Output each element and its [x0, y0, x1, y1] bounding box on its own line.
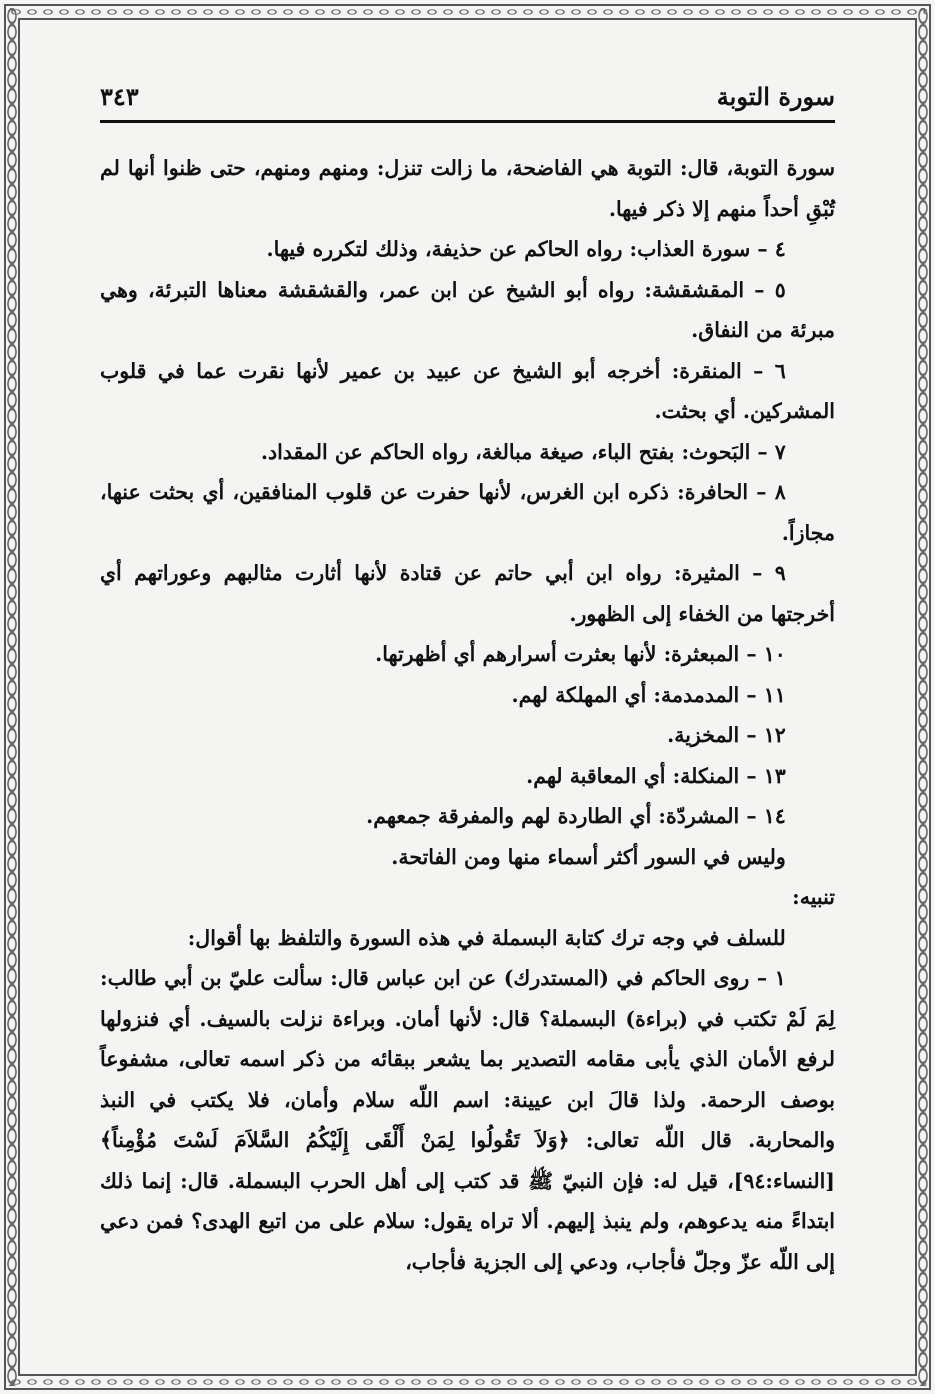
page-header: [100, 78, 835, 123]
ornament-border-bottom: [8, 1376, 927, 1388]
list-item-9: ٩ – المثيرة: رواه ابن أبي حاتم عن قتادة لأنها أثارت مثالبهم وعوراتهم أي أخرجتها من الخفاء إلى الظهور.: [100, 561, 835, 626]
list-item-8: ٨ – الحافرة: ذكره ابن الغرس، لأنها حفرت عن قلوب المنافقين، أي بحثت عنها، مجازاً.: [100, 480, 835, 545]
opinion-1: ١ – روى الحاكم في (المستدرك) عن ابن عباس قال: سألت عليّ بن أبي طالب: لِمَ لَمْ تكتب في (براءة) البسملة؟ قال: لأنها أمان. وبراءة نزلت بالسيف. أي فنزولها لرفع الأمان الذي يأبى مقامه التصدير بما يشعر ببقائه من ذكر اسمه تعالى، مشفوعاً بوصف الرحمة. ولذا قالَ ابن عيينة: اسم اللّه سلام وأمان، فلا يكتب في النبذ والمحاربة. قال اللّه تعالى: ﴿وَلاَ تَقُولُوا لِمَنْ أَلْقَى إِلَيْكُمُ السَّلاَمَ لَسْتَ مُؤْمِناً﴾ [النساء:٩٤]، قيل له: فإن النبيّ ﷺ قد كتب إلى أهل الحرب البسملة. قال: إنما ذلك ابتداءً منه يدعوهم، ولم ينبذ إليهم. ألا تراه يقول: سلام على من اتبع الهدى؟ فمن دعي إلى اللّه عزّ وجلّ فأجاب، ودعي إلى الجزية فأجاب،: [100, 966, 835, 1274]
closing-remark: وليس في السور أكثر أسماء منها ومن الفاتحة.: [391, 844, 786, 869]
list-item-14: ١٤ – المشردّة: أي الطاردة لهم والمفرقة جمعهم.: [366, 804, 786, 828]
ornament-border-left: [6, 8, 18, 1386]
page-body: [100, 148, 835, 1282]
list-item-6: ٦ – المنقرة: أخرجه أبو الشيخ عن عبيد بن عمير لأنها نقرت عما في قلوب المشركين. أي بحثت.: [100, 358, 835, 423]
section-heading: تنبيه:: [792, 885, 835, 909]
running-title: سورة التوبة: [716, 82, 835, 111]
list-item-7: ٧ – البَحوث: بفتح الباء، صيغة مبالغة، رواه الحاكم عن المقداد.: [260, 439, 786, 464]
paragraph-continuation: سورة التوبة، قال: التوبة هي الفاضحة، ما زالت تنزل: ومنهم ومنهم، حتى ظنوا أنها لم تُبْقِ أحداً منهم إلا ذكر فيها.: [100, 156, 835, 221]
list-item-10: ١٠ – المبعثرة: لأنها بعثرت أسرارهم أي أظهرتها.: [375, 642, 786, 666]
list-item-4: ٤ – سورة العذاب: رواه الحاكم عن حذيفة، وذلك لتكرره فيها.: [266, 237, 786, 261]
page-number: ٣٤٣: [100, 82, 139, 111]
list-item-11: ١١ – المدمدمة: أي المهلكة لهم.: [511, 682, 786, 707]
ornament-border-top: [8, 6, 927, 18]
section-intro: للسلف في وجه ترك كتابة البسملة في هذه السورة والتلفظ بها أقوال:: [187, 925, 786, 950]
ornament-border-right: [917, 8, 929, 1386]
list-item-13: ١٣ – المنكلة: أي المعاقبة لهم.: [526, 763, 786, 788]
list-item-12: ١٢ – المخزية.: [667, 723, 786, 747]
list-item-5: ٥ – المقشقشة: رواه أبو الشيخ عن ابن عمر، والقشقشة معناها التبرئة، وهي مبرئة من النفاق.: [100, 277, 835, 342]
